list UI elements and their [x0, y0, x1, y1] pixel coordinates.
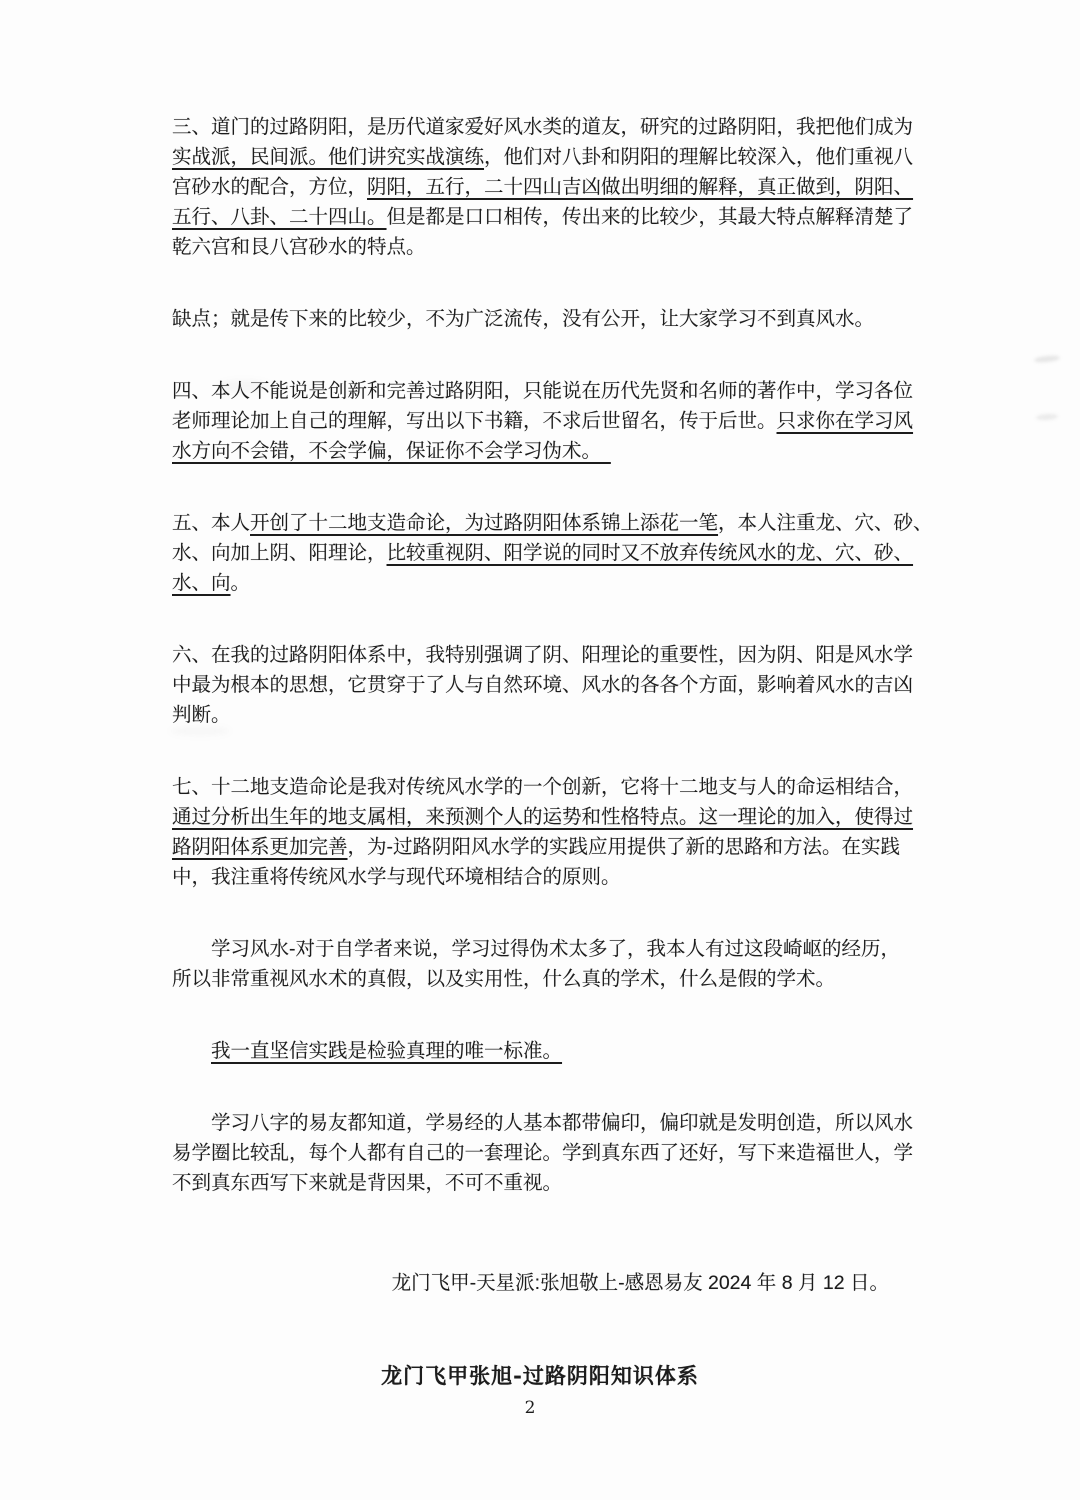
text-segment: ，本人注重龙、穴、砂、	[718, 512, 933, 534]
underlined-text: 比较重视阴、阳学说的同时又不放弃传统风水的龙、穴、砂、	[386, 542, 914, 564]
text-segment: 但是都是口口相传，传出来的比较少，其最大特点解释清楚了	[386, 206, 914, 228]
text-segment: 四、本人不能说是创新和完善过路阴阳，只能说在历代先贤和名师的著作中，学习各位	[172, 380, 914, 402]
text-segment: 不到真东西写下来就是背因果，不可不重视。	[172, 1172, 563, 1194]
underlined-text: 实战派，民间派。他们讲究实战演练	[172, 146, 485, 168]
text-line	[172, 964, 917, 994]
para-5-shier-dizhi-zaominglun	[172, 508, 933, 598]
text-segment: 判断。	[172, 704, 231, 726]
document-body	[172, 112, 933, 1198]
underlined-text: 只求你在学习风	[776, 410, 914, 432]
text-line	[172, 862, 917, 892]
text-segment: 三、道门的过路阴阳，是历代道家爱好风水类的道友，研究的过路阴阳，我把他们成为	[172, 116, 914, 138]
underlined-text: 路阴阳体系更加完善	[172, 836, 348, 858]
underlined-text: 开创了十二地支造命论，为过路阴阳体系锦上添花一笔	[250, 512, 719, 534]
text-line	[172, 1108, 917, 1138]
text-line	[172, 232, 917, 262]
text-line	[172, 376, 917, 406]
underlined-text: 阴阳，五行，二十四山吉凶做出明细的解释，真正做到，阴阳、	[367, 176, 914, 198]
text-segment: 所以非常重视风水术的真假，以及实用性，什么真的学术，什么是假的学术。	[172, 968, 836, 990]
text-segment: 老师理论加上自己的理解，写出以下书籍，不求后世留名，传于后世。	[172, 410, 777, 432]
text-segment: ，为-过路阴阳风水学的实践应用提供了新的思路和方法。在实践	[347, 836, 901, 858]
para-xuexi-fengshui	[172, 934, 917, 994]
text-line	[172, 142, 917, 172]
text-segment: 乾六宫和艮八宫砂水的特点。	[172, 236, 426, 258]
text-segment: 中，我注重将传统风水学与现代环境相结合的原则。	[172, 866, 621, 888]
underlined-text: 水、向	[172, 572, 231, 594]
text-segment: ，他们对八卦和阴阳的理解比较深入，他们重视八	[484, 146, 914, 168]
text-line	[172, 304, 917, 334]
text-segment: 六、在我的过路阴阳体系中，我特别强调了阴、阳理论的重要性，因为阴、阳是风水学	[172, 644, 914, 666]
text-segment: 中最为根本的思想，它贯穿于了人与自然环境、风水的各各个方面，影响着风水的吉凶	[172, 674, 914, 696]
text-segment	[172, 1040, 211, 1062]
para-shijian-zhenli	[172, 1036, 917, 1066]
text-line	[172, 1138, 917, 1168]
scan-artifact	[170, 726, 230, 736]
text-line	[172, 670, 917, 700]
text-line	[172, 1036, 917, 1066]
scan-artifact	[1034, 355, 1060, 364]
scan-artifact	[218, 380, 270, 392]
text-line	[172, 406, 917, 436]
underlined-text: 通过分析出生年的地支属相，来预测个人的运势和性格特点。这一理论的加入，使得过	[172, 806, 914, 828]
text-line	[172, 700, 917, 730]
text-segment: 七、十二地支造命论是我对传统风水学的一个创新，它将十二地支与人的命运相结合，	[172, 776, 914, 798]
signature-text: 龙门飞甲-天星派:张旭敬上-感恩易友 2024 年 8 月 12 日。	[391, 1272, 889, 1294]
text-segment: 宫砂水的配合，方位，	[172, 176, 368, 198]
text-segment: 学习风水-对于自学者来说，学习过得伪术太多了，我本人有过这段崎岖的经历，	[172, 938, 900, 960]
text-segment: 水、向加上阴、阳理论，	[172, 542, 387, 564]
text-line	[172, 112, 917, 142]
text-line	[172, 640, 917, 670]
text-segment: 学习八字的易友都知道，学易经的人基本都带偏印，偏印就是发明创造，所以风水	[172, 1112, 914, 1134]
text-segment: 。	[230, 572, 251, 594]
text-line	[172, 568, 917, 598]
text-line	[172, 172, 917, 202]
para-6-yinyang-lilun	[172, 640, 917, 730]
text-segment: 易学圈比较乱，每个人都有自己的一套理论。学到真东西了还好，写下来造福世人，学	[172, 1142, 914, 1164]
para-xuexi-bazi	[172, 1108, 917, 1198]
text-line	[172, 934, 917, 964]
text-line	[172, 202, 917, 232]
page-number: 2	[524, 1398, 536, 1418]
footer-title: 龙门飞甲张旭-过路阴阳知识体系	[381, 1363, 699, 1388]
para-3-daomen-guolu-yinyang	[172, 112, 917, 262]
para-quedian	[172, 304, 917, 334]
text-line	[172, 802, 917, 832]
underlined-text: 水方向不会错，不会学偏，保证你不会学习伪术。	[172, 440, 611, 462]
para-4-benren-chuangxin	[172, 376, 917, 466]
text-line	[172, 508, 933, 538]
text-line	[172, 436, 917, 466]
text-line	[172, 1168, 917, 1198]
text-line	[172, 772, 917, 802]
underlined-text: 我一直坚信实践是检验真理的唯一标准。	[211, 1040, 563, 1062]
text-segment: 缺点；就是传下来的比较少，不为广泛流传，没有公开，让大家学习不到真风水。	[172, 308, 875, 330]
text-line	[172, 538, 917, 568]
para-7-chuangxin	[172, 772, 917, 892]
scan-artifact	[1036, 413, 1058, 421]
text-segment: 五、本人	[172, 512, 251, 534]
underlined-text: 五行、八卦、二十四山。	[172, 206, 387, 228]
signature-line	[172, 1238, 889, 1328]
text-line	[172, 832, 917, 862]
